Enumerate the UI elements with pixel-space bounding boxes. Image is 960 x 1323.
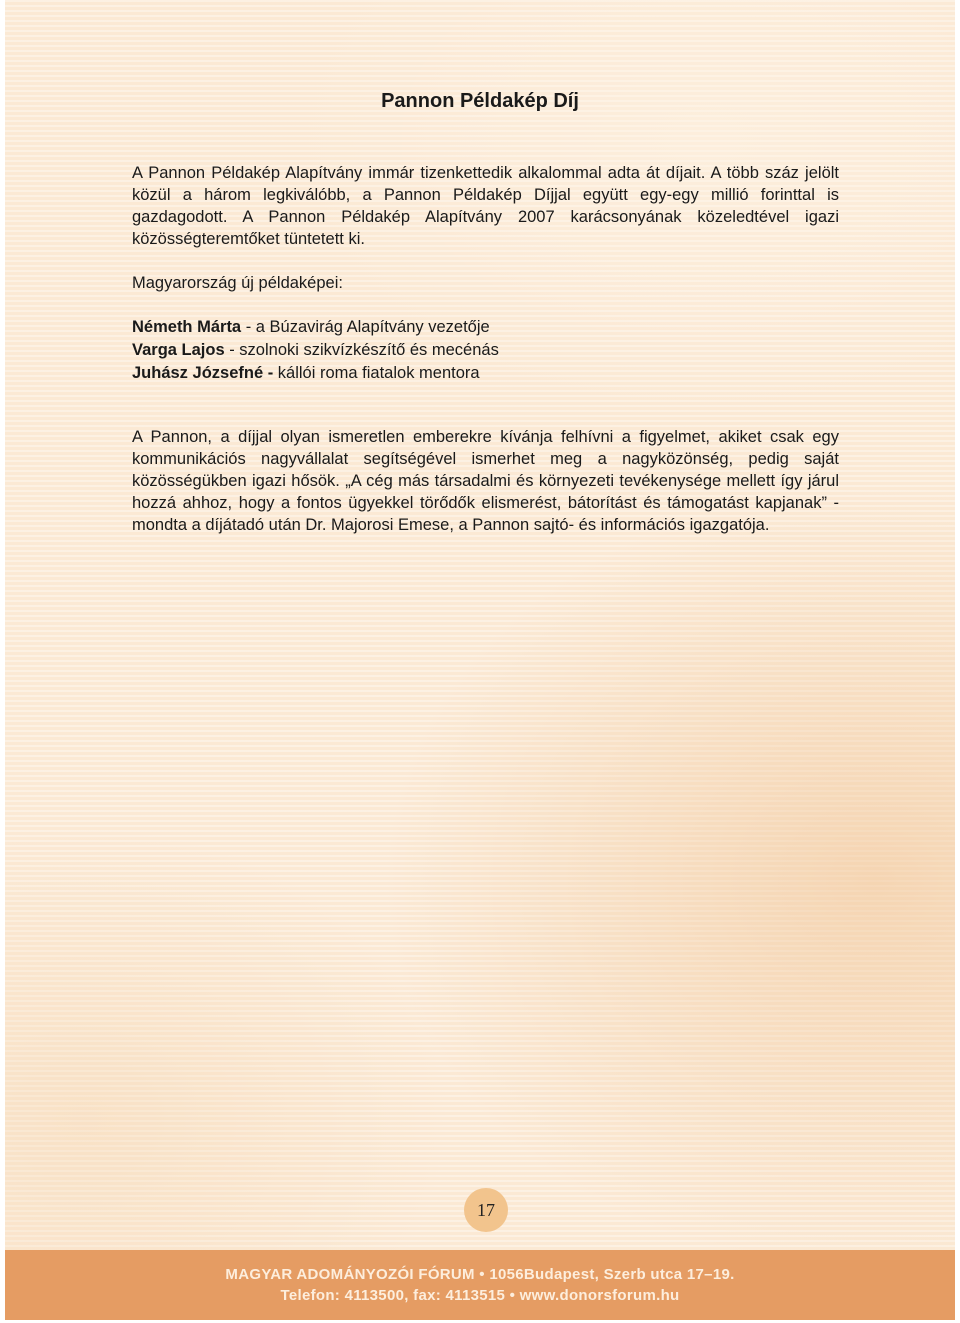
honoree-name: Varga Lajos — [132, 341, 225, 359]
footer-address: MAGYAR ADOMÁNYOZÓI FÓRUM • 1056Budapest, Szerb utca 17–19. — [225, 1266, 735, 1283]
honoree-name: Juhász Józsefné - — [132, 364, 278, 382]
footer-banner — [5, 1250, 955, 1320]
footer-contact: Telefon: 4113500, fax: 4113515 • www.donorsforum.hu — [280, 1287, 680, 1304]
intro-paragraph: A Pannon Példakép Alapítvány immár tizenkettedik alkalommal adta át díjait. A több száz jelölt közül a három legkiválóbb, a Pannon Példakép Díjjal együtt egy-egy millió forinttal is gazdagodott. A Pannon Példakép Alapítvány 2007 karácsonyának közeledtével igazi közösségteremtőket tüntetett ki. — [132, 164, 839, 248]
honoree-item — [132, 362, 839, 385]
honoree-item — [132, 316, 839, 339]
honoree-list — [132, 316, 839, 385]
honoree-item — [132, 339, 839, 362]
honoree-desc: - a Búzavirág Alapítvány vezetője — [241, 318, 490, 336]
honoree-name: Németh Márta — [132, 318, 242, 336]
subheading: Magyarország új példaképei: — [132, 274, 343, 292]
page-number: 17 — [464, 1188, 508, 1232]
article-body — [132, 162, 839, 536]
closing-paragraph: A Pannon, a díjjal olyan ismeretlen emberekre kívánja felhívni a figyelmet, akiket csak egy kommunikációs nagyvállalat segítségével ismerhet meg a nagyközönség, pedig saját közösségükben igazi hősök. „A cég más társadalmi és környezeti tevékenysége mellett így járul hozzá ahhoz, hogy a fontos ügyekkel törődők elismerést, bátorítást és támogatást kapjanak” - mondta a díjátadó után Dr. Majorosi Emese, a Pannon sajtó- és információs igazgatója. — [132, 428, 839, 534]
page-title: Pannon Példakép Díj — [381, 90, 579, 112]
honoree-desc: kállói roma fiatalok mentora — [277, 364, 480, 382]
honoree-desc: - szolnoki szikvízkészítő és mecénás — [224, 341, 499, 359]
